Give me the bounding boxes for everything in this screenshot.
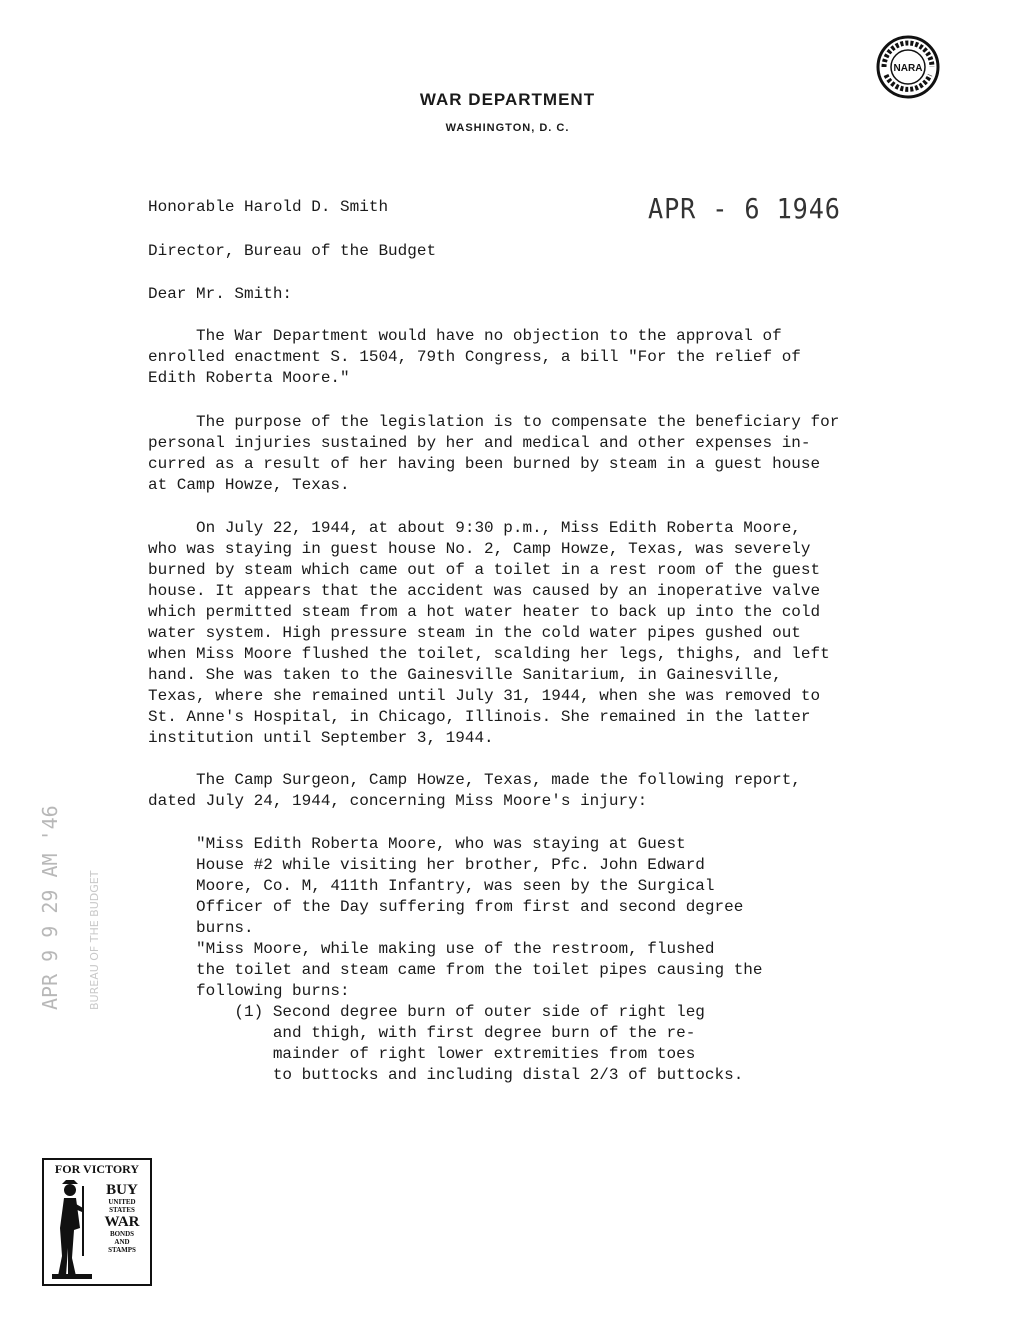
letterhead-title: WAR DEPARTMENT [419, 90, 596, 109]
quoted-report-2: "Miss Moore, while making use of the restroom, flushed the toilet and steam came from the toilet pipes causing the following burns: (1) Second degree burn of outer side of right leg and thigh, with first degree burn of the re- mainder of right lower extremities from toes to buttocks and including distal 2/3 of buttocks. [196, 940, 763, 1084]
poster-bonds: BONDS [109, 1230, 135, 1238]
nara-seal-stamp [876, 35, 940, 99]
poster-states: STATES [109, 1206, 135, 1214]
minuteman-icon [48, 1178, 96, 1280]
war-bonds-poster [42, 1158, 152, 1286]
salutation: Dear Mr. Smith: [148, 285, 293, 303]
poster-united: UNITED [108, 1198, 136, 1206]
poster-stamps: STAMPS [108, 1246, 136, 1254]
paragraph-3: On July 22, 1944, at about 9:30 p.m., Miss Edith Roberta Moore, who was staying in guest house No. 2, Camp Howze, Texas, was severely burned by steam which came out of a toilet in a rest room of the guest house. It appears that the accident was caused by an inoperative valve which permitted steam from a hot water heater to back up into the cold water system. High pressure steam in the cold water pipes gushed out when Miss Moore flushed the toilet, scalding her legs, thighs, and left hand. She was taken to the Gainesville Sanitarium, in Gainesville, Texas, where she remained until July 31, 1944, when she was removed to St. Anne's Hospital, in Chicago, Illinois. She remained in the latter institution until September 3, 1944. [148, 519, 830, 747]
poster-buy: BUY [106, 1182, 138, 1198]
paragraph-2: The purpose of the legislation is to compensate the beneficiary for personal injuries sustained by her and medical and other expenses in- curred as a result of her having been burned by steam in a guest house at Camp Howze, Texas. [148, 413, 840, 494]
received-stamp: APR 9 9 29 AM '46 [38, 805, 62, 1010]
addressee-title: Director, Bureau of the Budget [148, 242, 437, 260]
paragraph-4: The Camp Surgeon, Camp Howze, Texas, made the following report, dated July 24, 1944, concerning Miss Moore's injury: [148, 771, 801, 810]
received-stamp-label: BUREAU OF THE BUDGET [88, 870, 101, 1010]
svg-text:NARA: NARA [893, 63, 923, 74]
addressee-name: Honorable Harold D. Smith [148, 198, 389, 216]
quoted-report-1: "Miss Edith Roberta Moore, who was staying at Guest House #2 while visiting her brother, Pfc. John Edward Moore, Co. M, 411th Infantry, was seen by the Surgical Officer of the Day suffering from first and second degree burns. [196, 835, 744, 937]
date-received-stamp: APR - 6 1946 [648, 192, 841, 225]
paragraph-1: The War Department would have no objection to the approval of enrolled enactment S. 1504, 79th Congress, a bill "For the relief of Edith Roberta Moore." [148, 327, 801, 387]
poster-war: WAR [104, 1214, 140, 1230]
poster-text [96, 1182, 148, 1254]
poster-and: AND [114, 1238, 130, 1246]
letterhead-subtitle: WASHINGTON, D. C. [445, 122, 570, 134]
poster-top-text: FOR VICTORY [54, 1162, 140, 1176]
